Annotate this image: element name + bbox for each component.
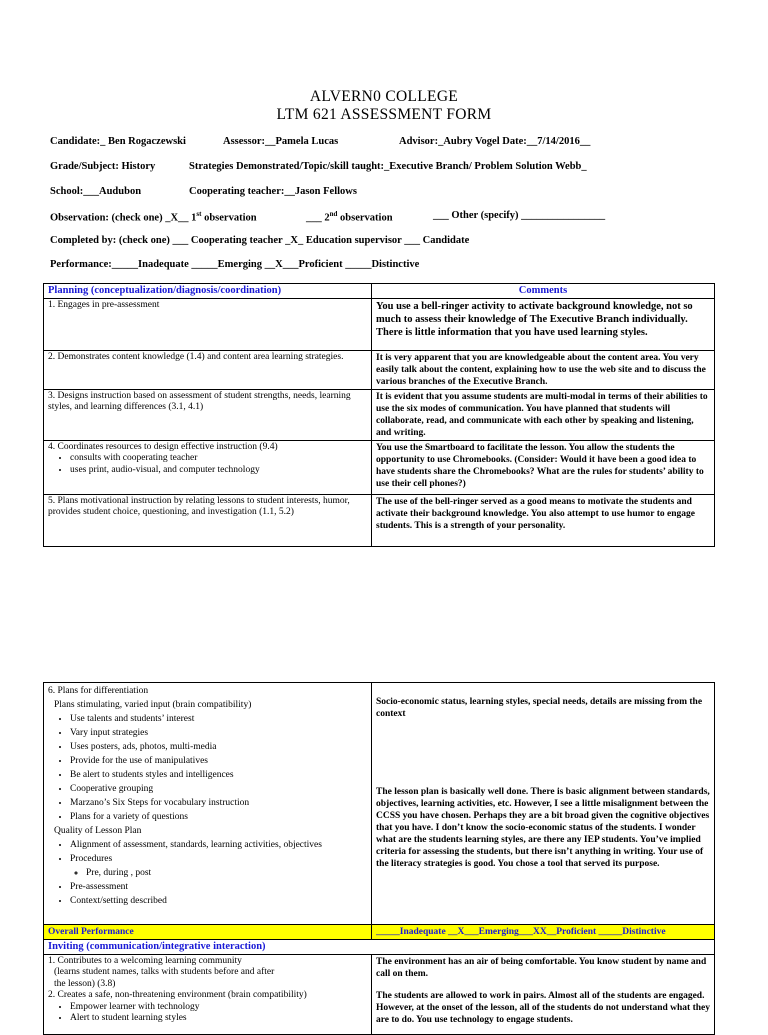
list-item: • consults with cooperating teacher <box>70 453 367 465</box>
criterion-cell: 1. Engages in pre-assessment <box>44 298 372 350</box>
list-item: • Be alert to students styles and intelligences <box>70 768 367 782</box>
list-item: • Empower learner with technology <box>70 1002 367 1014</box>
list-item: • Context/setting described <box>70 894 367 908</box>
list-item: • Provide for the use of manipulatives <box>70 754 367 768</box>
strategies-field: Strategies Demonstrated/Topic/skill taught:_Executive Branch/ Problem Solution Webb_ <box>189 161 587 172</box>
overall-performance-label: Overall Performance <box>44 925 372 940</box>
cooperating-teacher-field: Cooperating teacher:__Jason Fellows <box>189 186 357 197</box>
observation-first: Observation: (check one) _X__ 1st observation <box>50 210 257 224</box>
comment-cell: The environment has an air of being comfortable. You know student by name and call on them. The students are allowed to work in pairs. Almost all of the students are engaged. However, at the onset of the lesson, all of the students do not understand what they are to do. You use technology to engage students. <box>372 954 715 1034</box>
list-item: • uses print, audio-visual, and computer technology <box>70 465 367 477</box>
list-item: • Alignment of assessment, standards, learning activities, objectives <box>70 838 367 852</box>
comment-cell: It is evident that you assume students are multi-modal in terms of their abilities to use the six modes of communication. You have planned that students will collaborate, read, and communicate with each other by speaking and listening, and writing. <box>372 389 715 440</box>
criterion-cell: 1. Contributes to a welcoming learning community (learns student names, talks with students before and after the lesson) (3.8) 2. Creates a safe, non-threatening environment (brain compatibility) • Empower learner with technology • Alert to student learning styles <box>44 954 372 1034</box>
table-row <box>44 494 715 546</box>
differentiation-table <box>43 682 715 1035</box>
school-field: School:___Audubon <box>50 186 142 197</box>
list-item: • Plans for a variety of questions <box>70 810 367 824</box>
table-row <box>44 298 715 350</box>
overall-performance-row <box>44 925 715 940</box>
advisor-date-field: Advisor:_Aubry Vogel Date:__7/14/2016__ <box>399 136 591 147</box>
completed-by-field: Completed by: (check one) ___ Cooperating teacher _X_ Education supervisor ___ Candidate <box>50 235 470 246</box>
table-row <box>44 683 715 925</box>
table-row <box>44 440 715 494</box>
comment-cell: It is very apparent that you are knowledgeable about the content area. You very easily talk about the content, explaining how to use the web site and to discuss the various branches of the Executive Branch. <box>372 350 715 389</box>
criterion-cell: 6. Plans for differentiation Plans stimulating, varied input (brain compatibility) • Use talents and students’ interest • Vary input strategies • Uses posters, ads, photos, multi-media • Provide for the use of manipulatives • Be alert to students styles and intelligences • Cooperative grouping • Marzano’s Six Steps for vocabulary instruction • Plans for a variety of questions Quality of Lesson Plan • Alignment of assessment, standards, learning activities, objectives • Procedures ◦ Pre, during , post • Pre-assessment • Context/setting described <box>44 683 372 925</box>
table-row <box>44 389 715 440</box>
observation-second: ___ 2nd observation <box>306 210 393 224</box>
comment-cell: You use the Smartboard to facilitate the lesson. You allow the students the opportunity to use Chromebooks. (Consider: Would it have been a good idea to have students share the Chromebooks? What are the rules for students’ ability to use their cell phones?) <box>372 440 715 494</box>
list-item: ◦ Pre, during , post <box>86 866 367 880</box>
list-item: • Cooperative grouping <box>70 782 367 796</box>
planning-heading: Planning (conceptualization/diagnosis/coordination) <box>44 284 372 299</box>
list-item: • Use talents and students’ interest <box>70 712 367 726</box>
list-item: • Marzano’s Six Steps for vocabulary instruction <box>70 796 367 810</box>
form-title: LTM 621 ASSESSMENT FORM <box>276 106 492 123</box>
overall-performance-rating: _____Inadequate __X___Emerging___XX__Proficient _____Distinctive <box>372 925 715 940</box>
comment-cell: The use of the bell-ringer served as a good means to motivate the students and activate their background knowledge. You also attempt to use humor to engage students. This is a strength of your personality. <box>372 494 715 546</box>
criterion-cell: 4. Coordinates resources to design effective instruction (9.4) • consults with cooperating teacher • uses print, audio-visual, and computer technology <box>44 440 372 494</box>
grade-subject-field: Grade/Subject: History <box>50 161 156 172</box>
criterion-cell: 2. Demonstrates content knowledge (1.4) and content area learning strategies. <box>44 350 372 389</box>
table-row <box>44 954 715 1034</box>
performance-field: Performance:_____Inadequate _____Emerging __X___Proficient _____Distinctive <box>50 259 420 270</box>
comment-cell: You use a bell-ringer activity to activate background knowledge, not so much to assess their knowledge of The Executive Branch individually. There is little information that you have used learning styles. <box>372 298 715 350</box>
comment-cell: Socio-economic status, learning styles, special needs, details are missing from the context The lesson plan is basically well done. There is basic alignment between standards, objectives, learning activities, etc. However, I see a little misalignment between the CCSS you have chosen. Perhaps they are a bit broad given the cognitive objectives that you have. I don’t know the socio-economic status of the students. I wonder what are the students learning styles, are there any IEP students. You’ve implied criteria for assessing the students, but there isn’t anything in writing. Your use of the literacy strategies is good. You chose a tool that served its purpose. <box>372 683 715 925</box>
planning-table <box>43 283 715 547</box>
list-item: • Procedures <box>70 852 367 866</box>
list-item: • Alert to student learning styles <box>70 1013 367 1025</box>
list-item: • Vary input strategies <box>70 726 367 740</box>
comments-heading: Comments <box>372 284 715 299</box>
candidate-field: Candidate:_ Ben Rogaczewski <box>50 136 186 147</box>
table-row <box>44 350 715 389</box>
criterion-cell: 5. Plans motivational instruction by relating lessons to student interests, humor, provides student choice, questioning, and investigation (1.1, 5.2) <box>44 494 372 546</box>
criterion-cell: 3. Designs instruction based on assessment of student strengths, needs, learning styles, and learning differences (3.1, 4.1) <box>44 389 372 440</box>
observation-other: ___ Other (specify) ________________ <box>433 210 606 221</box>
assessor-field: Assessor:__Pamela Lucas <box>223 136 339 147</box>
inviting-heading: Inviting (communication/integrative interaction) <box>44 940 715 955</box>
college-title: ALVERN0 COLLEGE <box>309 88 459 105</box>
list-item: • Pre-assessment <box>70 880 367 894</box>
list-item: • Uses posters, ads, photos, multi-media <box>70 740 367 754</box>
